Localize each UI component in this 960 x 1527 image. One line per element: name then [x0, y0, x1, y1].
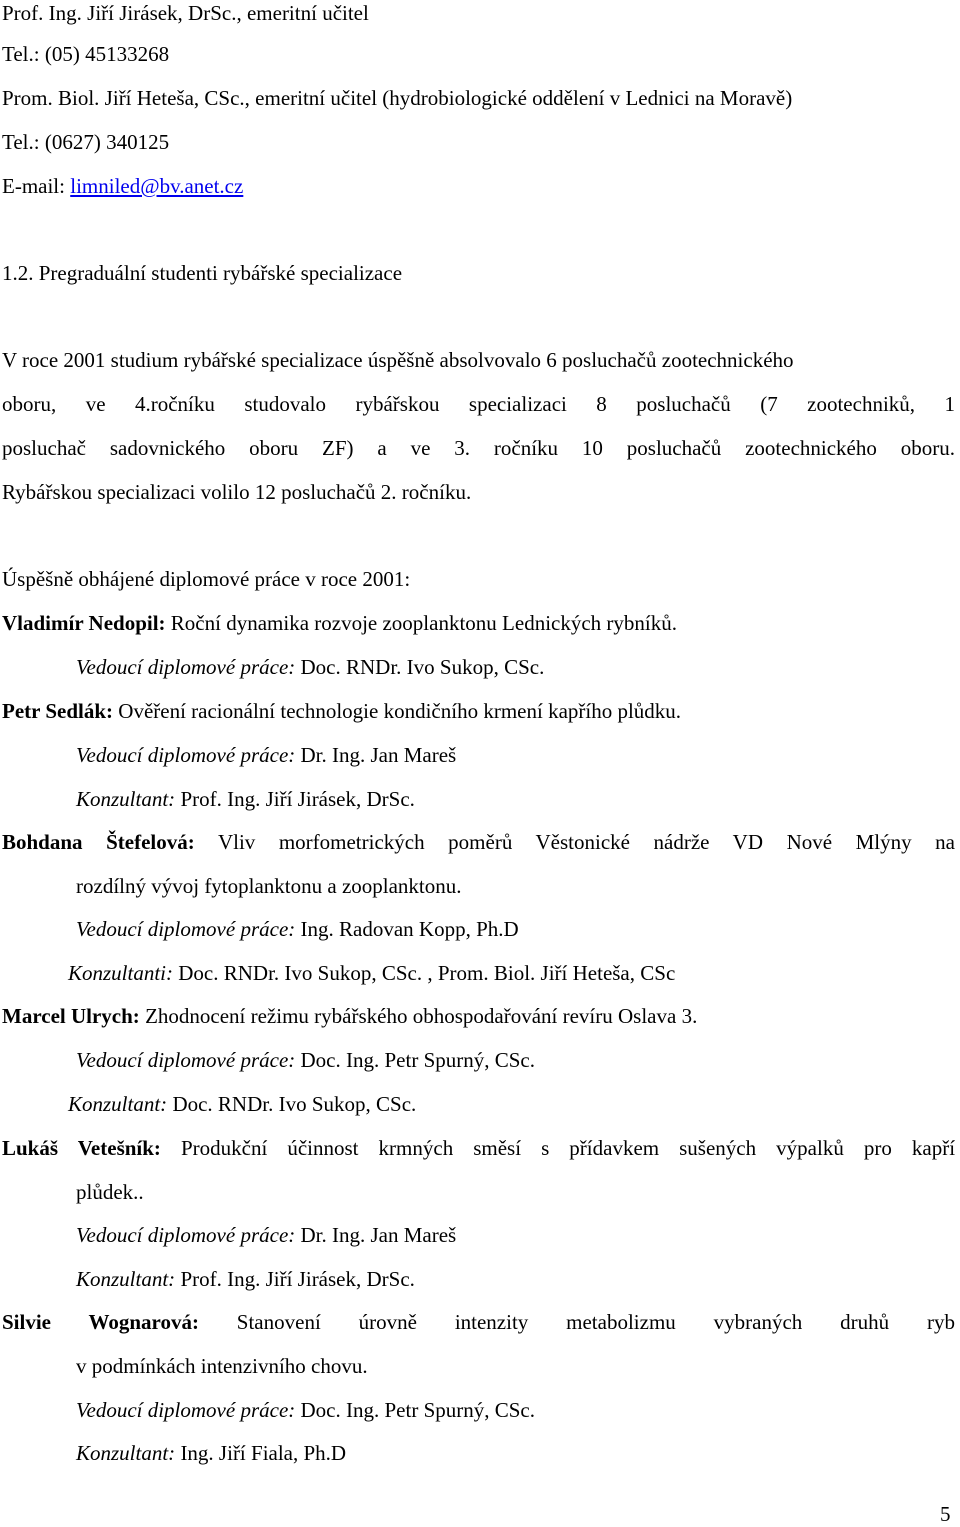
thesis-title: Roční dynamika rozvoje zooplanktonu Lednických rybníků.: [165, 611, 678, 635]
thesis-consultant-line: [68, 960, 675, 986]
supervisor-label: Vedoucí diplomové práce:: [76, 655, 296, 679]
consultant-name: Doc. RNDr. Ivo Sukop, CSc. , Prom. Biol. Jiří Heteša, CSc: [173, 961, 676, 985]
thesis-supervisor-line: [76, 1047, 535, 1073]
supervisor-name: Doc. RNDr. Ivo Sukop, CSc.: [295, 655, 545, 679]
paragraph-line: V roce 2001 studium rybářské specializace úspěšně absolvovalo 6 posluchačů zootechnického: [2, 348, 794, 372]
thesis-title: Produkční účinnost krmných směsí s přídavkem sušených výpalků pro kapří: [180, 1136, 956, 1160]
email-link[interactable]: limniled@bv.anet.cz: [70, 174, 244, 198]
supervisor-label: Vedoucí diplomové práce:: [76, 1223, 296, 1247]
supervisor-label: Vedoucí diplomové práce:: [76, 743, 296, 767]
supervisor-name: Doc. Ing. Petr Spurný, CSc.: [295, 1398, 536, 1422]
consultant-name: Ing. Jiří Fiala, Ph.D: [175, 1441, 347, 1465]
thesis-consultant-line: [76, 786, 415, 812]
supervisor-name: Doc. Ing. Petr Spurný, CSc.: [295, 1048, 536, 1072]
section-heading: 1.2. Pregraduální studenti rybářské specializace: [2, 261, 403, 285]
thesis-title: Stanovení úrovně intenzity metabolizmu vybraných druhů ryb: [236, 1310, 955, 1334]
paragraph-line: posluchač sadovnického oboru ZF) a ve 3. ročníku 10 posluchačů zootechnického oboru.: [2, 436, 955, 460]
supervisor-name: Ing. Radovan Kopp, Ph.D: [295, 917, 519, 941]
thesis-title-line: [2, 698, 681, 724]
thesis-title-line: [2, 1003, 697, 1029]
thesis-author: Vladimír Nedopil:: [2, 611, 166, 635]
thesis-author: Marcel Ulrych:: [2, 1004, 140, 1028]
thesis-author: Petr Sedlák:: [2, 699, 114, 723]
paragraph-line: oboru, ve 4.ročníku studovalo rybářskou specializaci 8 posluchačů (7 zootechniků, 1: [2, 392, 955, 416]
page-number: 5: [940, 1502, 951, 1526]
thesis-title-line: [2, 1309, 955, 1335]
thesis-supervisor-line: [76, 654, 544, 680]
contact-line-jirasek: Prof. Ing. Jiří Jirásek, DrSc., emeritní učitel: [2, 1, 369, 25]
supervisor-name: Dr. Ing. Jan Mareš: [295, 1223, 457, 1247]
consultant-label: Konzultant:: [76, 1441, 176, 1465]
consultant-label: Konzultant:: [76, 787, 176, 811]
email-label: E-mail:: [2, 174, 65, 198]
thesis-title-continuation: rozdílný vývoj fytoplanktonu a zooplanktonu.: [76, 874, 462, 898]
thesis-author: Lukáš Vetešník:: [2, 1136, 161, 1160]
thesis-consultant-line: [76, 1440, 346, 1466]
thesis-title-continuation: plůdek..: [76, 1180, 144, 1204]
thesis-consultant-line: [68, 1091, 416, 1117]
thesis-supervisor-line: [76, 742, 456, 768]
thesis-supervisor-line: [76, 916, 519, 942]
contact-phone-2: Tel.: (0627) 340125: [2, 130, 170, 154]
thesis-title: Vliv morfometrických poměrů Věstonické nádrže VD Nové Mlýny na: [217, 830, 955, 854]
supervisor-label: Vedoucí diplomové práce:: [76, 917, 296, 941]
consultant-name: Prof. Ing. Jiří Jirásek, DrSc.: [175, 787, 415, 811]
theses-heading: Úspěšně obhájené diplomové práce v roce 2001:: [2, 567, 411, 591]
thesis-title: Ověření racionální technologie kondičního krmení kapřího plůdku.: [113, 699, 682, 723]
consultant-label: Konzultant:: [68, 1092, 168, 1116]
thesis-consultant-line: [76, 1266, 415, 1292]
contact-line-hetesa: Prom. Biol. Jiří Heteša, CSc., emeritní učitel (hydrobiologické oddělení v Lednici na Moravě): [2, 86, 793, 110]
consultant-name: Doc. RNDr. Ivo Sukop, CSc.: [167, 1092, 417, 1116]
consultant-label: Konzultanti:: [68, 961, 174, 985]
thesis-supervisor-line: [76, 1222, 456, 1248]
thesis-author: Bohdana Štefelová:: [2, 830, 195, 854]
supervisor-label: Vedoucí diplomové práce:: [76, 1398, 296, 1422]
thesis-title-line: [2, 829, 955, 855]
paragraph-line: Rybářskou specializaci volilo 12 posluchačů 2. ročníku.: [2, 480, 472, 504]
contact-phone-1: Tel.: (05) 45133268: [2, 42, 170, 66]
consultant-name: Prof. Ing. Jiří Jirásek, DrSc.: [175, 1267, 415, 1291]
thesis-title: Zhodnocení režimu rybářského obhospodařování revíru Oslava 3.: [139, 1004, 698, 1028]
supervisor-name: Dr. Ing. Jan Mareš: [295, 743, 457, 767]
thesis-title-line: [2, 610, 677, 636]
thesis-author: Silvie Wognarová:: [2, 1310, 199, 1334]
consultant-label: Konzultant:: [76, 1267, 176, 1291]
contact-email-line: [2, 173, 243, 199]
thesis-title-line: [2, 1135, 955, 1161]
supervisor-label: Vedoucí diplomové práce:: [76, 1048, 296, 1072]
thesis-supervisor-line: [76, 1397, 535, 1423]
thesis-title-continuation: v podmínkách intenzivního chovu.: [76, 1354, 368, 1378]
